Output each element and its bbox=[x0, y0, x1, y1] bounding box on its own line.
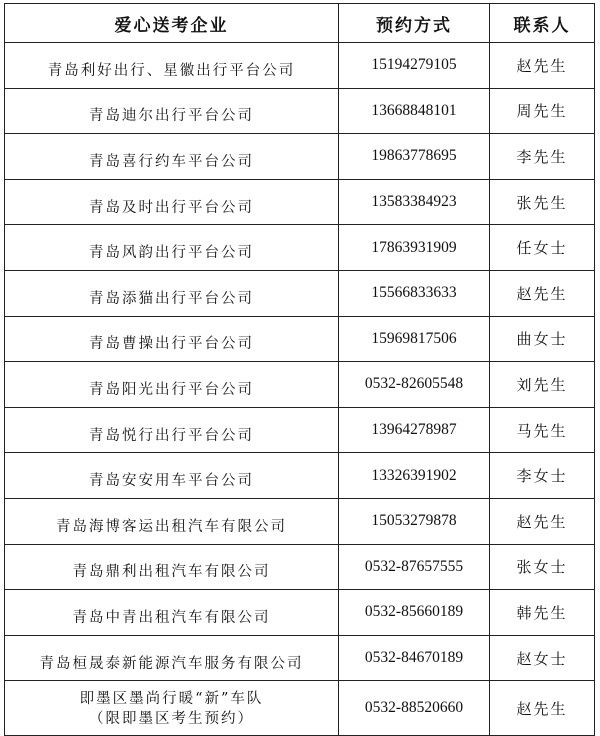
contact-cell: 赵先生 bbox=[490, 43, 595, 89]
phone-cell: 13326391902 bbox=[339, 453, 490, 499]
company-cell: 青岛喜行约车平台公司 bbox=[5, 134, 339, 180]
table-row bbox=[5, 362, 595, 408]
table-row bbox=[5, 590, 595, 636]
company-cell: 青岛中青出租汽车有限公司 bbox=[5, 590, 339, 636]
company-cell: 青岛风韵出行平台公司 bbox=[5, 225, 339, 271]
company-cell: 青岛添猫出行平台公司 bbox=[5, 270, 339, 316]
contact-cell: 马先生 bbox=[490, 407, 595, 453]
phone-cell: 17863931909 bbox=[339, 225, 490, 271]
table-row bbox=[5, 544, 595, 590]
company-cell: 青岛曹操出行平台公司 bbox=[5, 316, 339, 362]
contact-cell: 曲女士 bbox=[490, 316, 595, 362]
company-cell: 青岛悦行出行平台公司 bbox=[5, 407, 339, 453]
contact-cell: 赵先生 bbox=[490, 681, 595, 736]
contact-cell: 张先生 bbox=[490, 179, 595, 225]
company-cell bbox=[5, 681, 339, 736]
header-contact: 联系人 bbox=[490, 4, 595, 43]
contact-cell: 韩先生 bbox=[490, 590, 595, 636]
table-row bbox=[5, 316, 595, 362]
phone-cell: 13668848101 bbox=[339, 88, 490, 134]
phone-cell: 0532-85660189 bbox=[339, 590, 490, 636]
company-cell: 青岛安安用车平台公司 bbox=[5, 453, 339, 499]
phone-cell: 0532-87657555 bbox=[339, 544, 490, 590]
table-row bbox=[5, 88, 595, 134]
company-cell: 青岛鼎利出租汽车有限公司 bbox=[5, 544, 339, 590]
phone-cell: 15053279878 bbox=[339, 498, 490, 544]
contact-cell: 任女士 bbox=[490, 225, 595, 271]
header-method: 预约方式 bbox=[339, 4, 490, 43]
company-note-line: （限即墨区考生预约） bbox=[89, 711, 254, 728]
contact-cell: 李先生 bbox=[490, 134, 595, 180]
phone-cell: 15969817506 bbox=[339, 316, 490, 362]
phone-cell: 0532-88520660 bbox=[339, 681, 490, 736]
contact-cell: 赵女士 bbox=[490, 635, 595, 681]
table-row bbox=[5, 407, 595, 453]
phone-cell: 15566833633 bbox=[339, 270, 490, 316]
table-row-last bbox=[5, 681, 595, 736]
company-cell: 青岛利好出行、星徽出行平台公司 bbox=[5, 43, 339, 89]
table-row bbox=[5, 270, 595, 316]
company-cell: 青岛桓晟泰新能源汽车服务有限公司 bbox=[5, 635, 339, 681]
company-cell: 青岛及时出行平台公司 bbox=[5, 179, 339, 225]
table-row bbox=[5, 635, 595, 681]
contact-cell: 周先生 bbox=[490, 88, 595, 134]
table-row bbox=[5, 453, 595, 499]
phone-cell: 19863778695 bbox=[339, 134, 490, 180]
company-cell: 青岛迪尔出行平台公司 bbox=[5, 88, 339, 134]
contact-cell: 赵先生 bbox=[490, 498, 595, 544]
table-row bbox=[5, 225, 595, 271]
table-row bbox=[5, 134, 595, 180]
table-row bbox=[5, 179, 595, 225]
enterprise-table bbox=[4, 3, 595, 736]
company-name-line: 即墨区墨尚行暖“新”车队 bbox=[79, 691, 264, 708]
phone-cell: 13583384923 bbox=[339, 179, 490, 225]
contact-cell: 张女士 bbox=[490, 544, 595, 590]
table-header-row bbox=[5, 4, 595, 43]
phone-cell: 15194279105 bbox=[339, 43, 490, 89]
header-company: 爱心送考企业 bbox=[5, 4, 339, 43]
company-cell: 青岛海博客运出租汽车有限公司 bbox=[5, 498, 339, 544]
phone-cell: 0532-84670189 bbox=[339, 635, 490, 681]
company-cell: 青岛阳光出行平台公司 bbox=[5, 362, 339, 408]
contact-cell: 李女士 bbox=[490, 453, 595, 499]
phone-cell: 13964278987 bbox=[339, 407, 490, 453]
contact-cell: 赵先生 bbox=[490, 270, 595, 316]
contact-cell: 刘先生 bbox=[490, 362, 595, 408]
table-row bbox=[5, 43, 595, 89]
phone-cell: 0532-82605548 bbox=[339, 362, 490, 408]
table-row bbox=[5, 498, 595, 544]
